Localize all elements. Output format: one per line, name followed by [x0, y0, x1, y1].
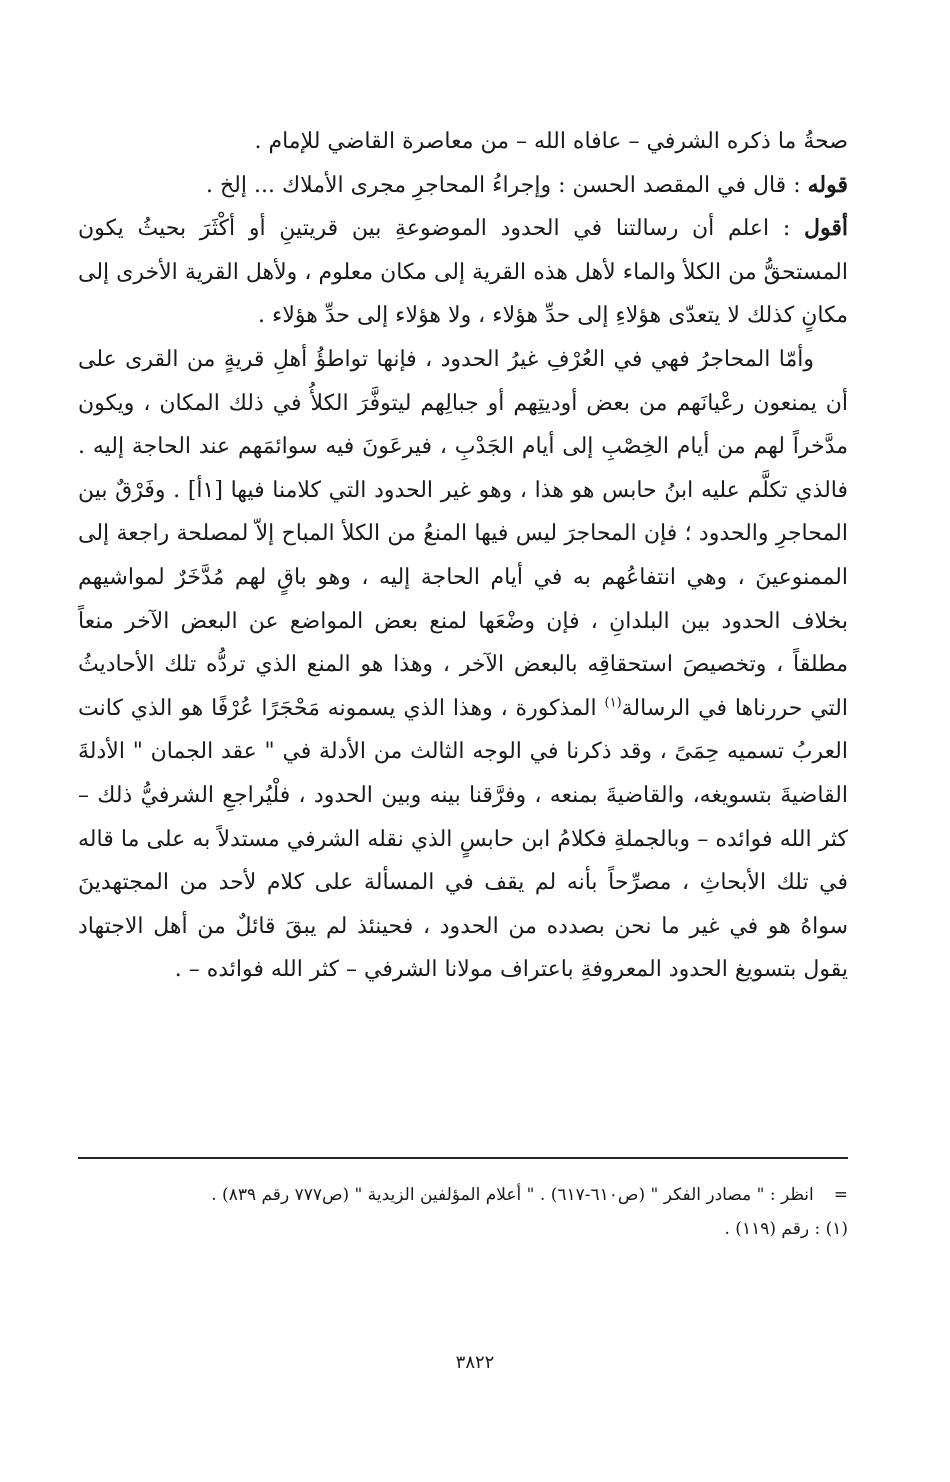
paragraph-aqulu [78, 207, 848, 338]
paragraph-intro-text: صحةُ ما ذكره الشرفي – عافاه الله – من معاصرة القاضي للإمام . [254, 129, 848, 154]
footnotes-block [78, 1178, 848, 1246]
qawluhu-label: قوله [807, 171, 848, 198]
footnote-1-text: (١) : رقم (١١٩) . [724, 1219, 848, 1239]
paragraph-intro [78, 120, 848, 164]
continuation-mark: = [833, 1185, 848, 1205]
main-text-block [78, 120, 848, 992]
paragraph-mahajir [78, 338, 848, 992]
mahajir-text-part2: المذكورة ، وهذا الذي يسمونه مَحْجَرًا عُرْفًا هو الذي كانت العربُ تسميه حِمَىً ، وقد ذكرنا في الوجه الثالث من الأدلة في " عقد الجمان " الأدلةَ القاضيةَ بتسويغه، والقاضيةَ بمنعه ، وفرَّقنا بينه وبين الحدود ، فلْيُراجعِ الشرفيُّ ذلك – كثر الله فوائده – وبالجملةِ فكلامُ ابن حابسٍ الذي نقله الشرفي مستدلاً به على ما قاله في تلك الأبحاثِ ، مصرِّحاً بأنه لم يقف في المسألة على كلام لأحد من المجتهدينَ سواهُ هو في غير ما نحن بصدده من الحدود ، فحينئذ لم يبقَ قائلٌ من أهل الاجتهاد يقول بتسويغ الحدود المعروفةِ باعتراف مولانا الشرفي – كثر الله فوائده – . [78, 695, 848, 983]
mahajir-text-part1: وأمّا المحاجرُ فهي في العُرْفِ غيرُ الحدود ، فإنها تواطؤُ أهلِ قريةٍ من القرى على أن يمنعون رعْيانَهم من بعض أوديتِهم أو جبالِهم ليتوفَّرَ الكلأُ في ذلك المكان ، ويكون مدَّخراً لهم من أيام الخِصْبِ إلى أيام الجَدْبِ ، فيرعَونَ فيه سوائمَهم عند الحاجة إليه . فالذي تكلَّم عليه ابنُ حابس هو هذا ، وهو غير الحدود التي كلامنا فيها [١أ] . وفَرْقٌ بين المحاجرِ والحدود ؛ فإن المحاجرَ ليس فيها المنعُ من الكلأ المباح إلاّ لمصلحة راجعة إلى الممنوعينَ ، وهي انتفاعُهم به في أيام الحاجة إليه ، وهو باقٍ لهم مُدَّخَرٌ لمواشيهم بخلاف الحدود بين البلدانِ ، فإن وضْعَها لمنع بعض المواضع عن البعض الآخر منعاً مطلقاً ، وتخصيصَ استحقاقِه بالبعض الآخر ، وهذا هو المنع الذي تردُّه تلك الأحاديثُ التي حررناها في الرسالة [78, 346, 849, 721]
footnote-reference: (١) [604, 695, 622, 711]
qawluhu-text: : قال في المقصد الحسن : وإجراءُ المحاجرِ مجرى الأملاك ... إلخ . [205, 172, 808, 198]
aqulu-text: : اعلم أن رسالتنا في الحدود الموضوعةِ بين قريتينِ أو أكْثَرَ بحيثُ يكون المستحقُّ من الكلأ والماء لأهل هذه القرية إلى مكان معلوم ، ولأهل القرية الأخرى إلى مكانٍ كذلك لا يتعدّى هؤلاءِ إلى حدِّ هؤلاء ، ولا هؤلاء إلى حدِّ هؤلاء . [78, 216, 848, 329]
footnote-continuation-text: انظر : " مصادر الفكر " (ص٦١٠-٦١٧) . " أعلام المؤلفين الزيدية " (ص٧٧٧ رقم ٨٣٩) . [211, 1185, 814, 1205]
footnote-1 [78, 1212, 848, 1246]
paragraph-qawluhu [78, 164, 848, 208]
footnote-continuation [78, 1178, 848, 1212]
aqulu-label: أقول [804, 215, 848, 242]
page-number: ٣٨٢٢ [455, 1352, 495, 1373]
footnote-separator [78, 1157, 848, 1159]
